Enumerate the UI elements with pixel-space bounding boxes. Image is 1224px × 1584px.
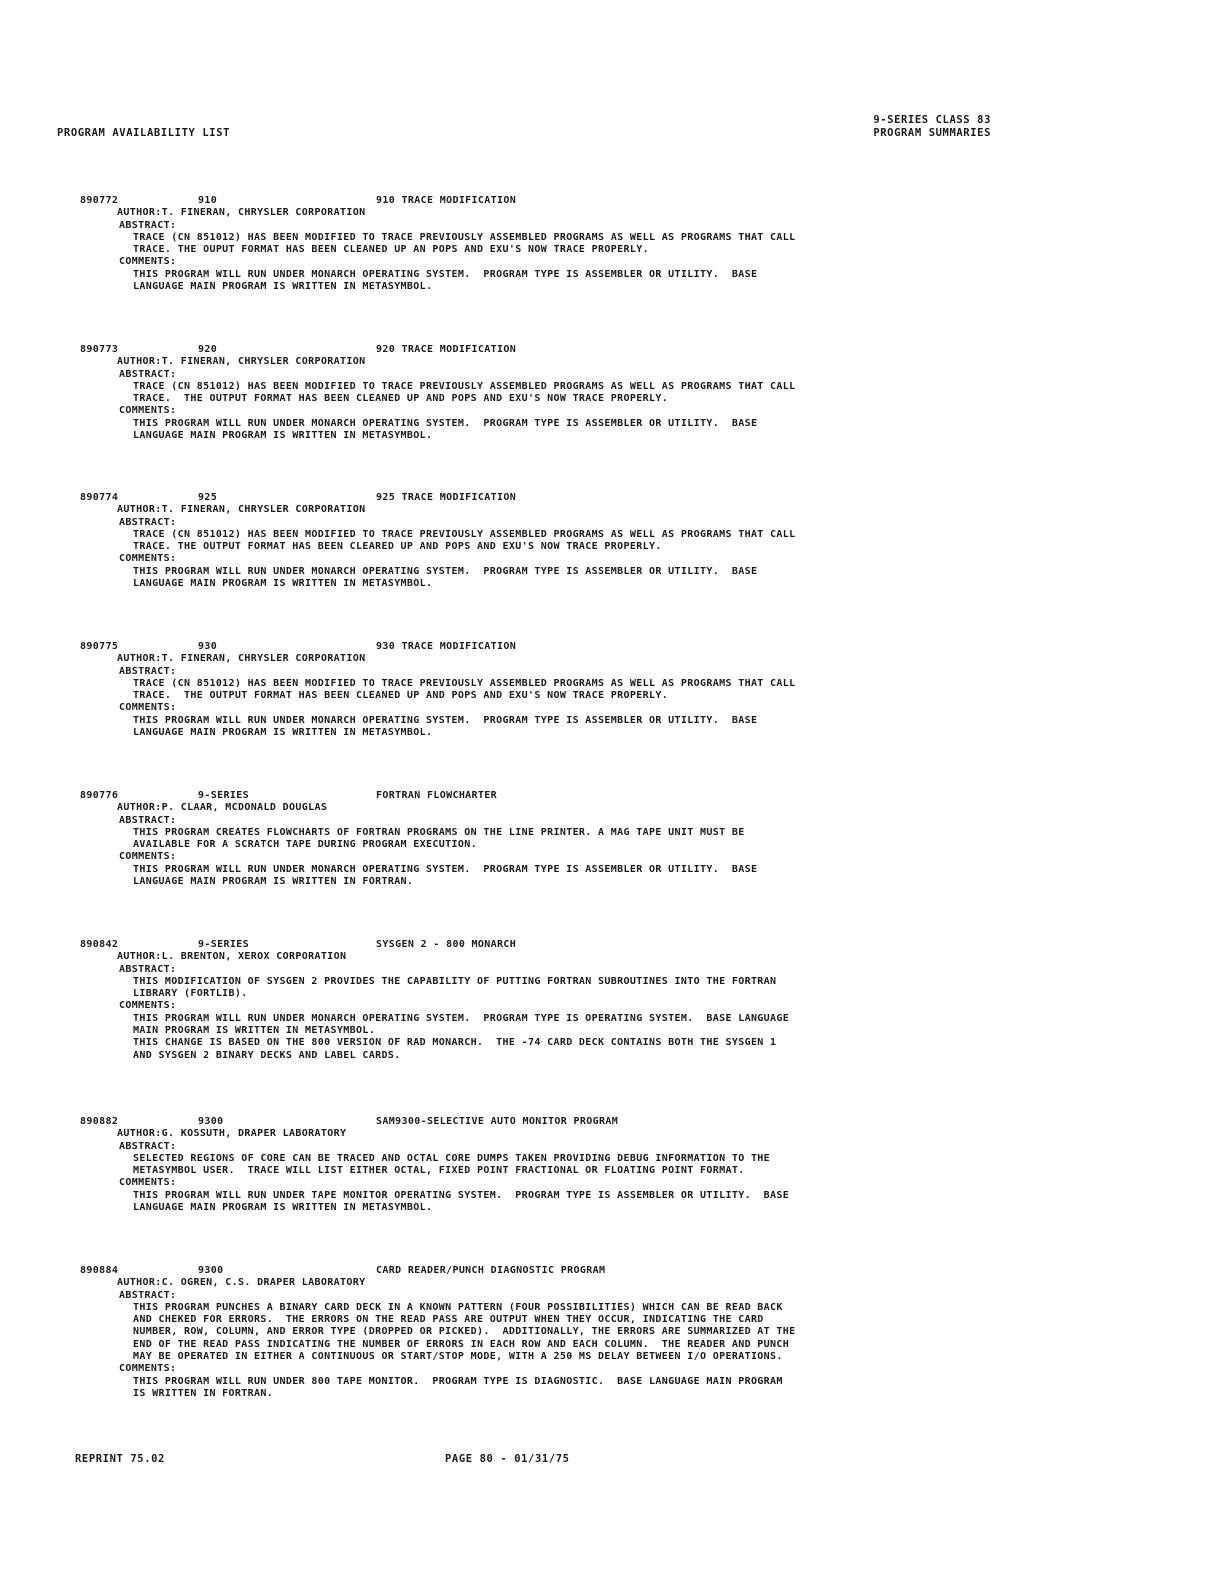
program-author: AUTHOR:P. CLAAR, MCDONALD DOUGLAS [117, 802, 328, 814]
program-comments: THIS PROGRAM WILL RUN UNDER MONARCH OPERATING SYSTEM. PROGRAM TYPE IS OPERATING SYSTEM. BASE LANGUAGE MAIN PROGRAM IS WRITTEN IN METASYMBOL. THIS CHANGE IS BASED ON THE 800 VERSION OF RAD MONARCH. THE -74 CARD DECK CONTAINS BOTH THE SYSGEN 1 AND SYSGEN 2 BINARY DECKS AND LABEL CARDS. [133, 1012, 790, 1061]
program-entry [0, 641, 1224, 739]
comments-label: COMMENTS: [119, 1177, 177, 1189]
program-author: AUTHOR:T. FINERAN, CHRYSLER CORPORATION [117, 356, 366, 368]
entry-heading [0, 1265, 1224, 1277]
program-system: 9300 [198, 1265, 224, 1276]
comments-label: COMMENTS: [119, 405, 177, 417]
comments-label: COMMENTS: [119, 851, 177, 863]
header-right-line2: PROGRAM SUMMARIES [873, 127, 991, 139]
program-title: CARD READER/PUNCH DIAGNOSTIC PROGRAM [376, 1265, 606, 1276]
program-author: AUTHOR:T. FINERAN, CHRYSLER CORPORATION [117, 207, 366, 219]
program-abstract: THIS PROGRAM CREATES FLOWCHARTS OF FORTRAN PROGRAMS ON THE LINE PRINTER. A MAG TAPE UNIT MUST BE AVAILABLE FOR A SCRATCH TAPE DURING PROGRAM EXECUTION. [133, 826, 745, 851]
entry-heading [0, 641, 1224, 653]
comments-label: COMMENTS: [119, 1000, 177, 1012]
program-number: 890773 [80, 344, 119, 355]
abstract-label: ABSTRACT: [119, 963, 177, 975]
program-comments: THIS PROGRAM WILL RUN UNDER TAPE MONITOR OPERATING SYSTEM. PROGRAM TYPE IS ASSEMBLER OR UTILITY. BASE LANGUAGE MAIN PROGRAM IS WRITTEN IN METASYMBOL. [133, 1189, 790, 1214]
program-number: 890775 [80, 641, 119, 652]
program-entry [0, 344, 1224, 442]
program-number: 890774 [80, 492, 119, 503]
program-system: 9-SERIES [198, 939, 249, 950]
program-abstract: TRACE (CN 851012) HAS BEEN MODIFIED TO TRACE PREVIOUSLY ASSEMBLED PROGRAMS AS WELL AS PROGRAMS THAT CALL TRACE. THE OUTPUT FORMAT HAS BEEN CLEANED UP AND POPS AND EXU'S NOW TRACE PROPERLY. [133, 677, 796, 702]
program-comments: THIS PROGRAM WILL RUN UNDER MONARCH OPERATING SYSTEM. PROGRAM TYPE IS ASSEMBLER OR UTILITY. BASE LANGUAGE MAIN PROGRAM IS WRITTEN IN METASYMBOL. [133, 565, 758, 590]
program-comments: THIS PROGRAM WILL RUN UNDER 800 TAPE MONITOR. PROGRAM TYPE IS DIAGNOSTIC. BASE LANGUAGE MAIN PROGRAM IS WRITTEN IN FORTRAN. [133, 1375, 783, 1399]
program-system: 920 [198, 344, 218, 355]
program-abstract: TRACE (CN 851012) HAS BEEN MODIFIED TO TRACE PREVIOUSLY ASSEMBLED PROGRAMS AS WELL AS PROGRAMS THAT CALL TRACE. THE OUPUT FORMAT HAS BEEN CLEANED UP AN POPS AND EXU'S NOW TRACE PROPERLY. [133, 231, 796, 256]
program-number: 890882 [80, 1116, 119, 1127]
entry-heading [0, 492, 1224, 504]
comments-label: COMMENTS: [119, 702, 177, 714]
abstract-label: ABSTRACT: [119, 219, 177, 231]
comments-label: COMMENTS: [119, 256, 177, 268]
entry-heading [0, 939, 1224, 951]
header-left: PROGRAM AVAILABILITY LIST [57, 127, 231, 139]
program-title: 925 TRACE MODIFICATION [376, 492, 517, 503]
program-abstract: SELECTED REGIONS OF CORE CAN BE TRACED AND OCTAL CORE DUMPS TAKEN PROVIDING DEBUG INFORMATION TO THE METASYMBOL USER. TRACE WILL LIST EITHER OCTAL, FIXED POINT FRACTIONAL OR FLOATING POINT FORMAT. [133, 1152, 771, 1177]
entry-heading [0, 1116, 1224, 1128]
abstract-label: ABSTRACT: [119, 516, 177, 528]
program-title: 930 TRACE MODIFICATION [376, 641, 517, 652]
program-number: 890842 [80, 939, 119, 950]
program-comments: THIS PROGRAM WILL RUN UNDER MONARCH OPERATING SYSTEM. PROGRAM TYPE IS ASSEMBLER OR UTILITY. BASE LANGUAGE MAIN PROGRAM IS WRITTEN IN METASYMBOL. [133, 417, 758, 442]
program-author: AUTHOR:C. OGREN, C.S. DRAPER LABORATORY [117, 1277, 366, 1289]
program-system: 910 [198, 195, 218, 206]
program-system: 925 [198, 492, 218, 503]
footer-left: REPRINT 75.02 [75, 1453, 165, 1465]
header-right-line1: 9-SERIES CLASS 83 [873, 114, 991, 126]
program-author: AUTHOR:L. BRENTON, XEROX CORPORATION [117, 951, 347, 963]
footer-page: PAGE 80 - 01/31/75 [445, 1453, 570, 1465]
program-abstract: TRACE (CN 851012) HAS BEEN MODIFIED TO TRACE PREVIOUSLY ASSEMBLED PROGRAMS AS WELL AS PROGRAMS THAT CALL TRACE. THE OUTPUT FORMAT HAS BEEN CLEARED UP AND POPS AND EXU'S NOW TRACE PROPERLY. [133, 528, 796, 553]
abstract-label: ABSTRACT: [119, 665, 177, 677]
program-abstract: TRACE (CN 851012) HAS BEEN MODIFIED TO TRACE PREVIOUSLY ASSEMBLED PROGRAMS AS WELL AS PROGRAMS THAT CALL TRACE. THE OUTPUT FORMAT HAS BEEN CLEANED UP AND POPS AND EXU'S NOW TRACE PROPERLY. [133, 380, 796, 405]
program-system: 9300 [198, 1116, 224, 1127]
program-entry [0, 939, 1224, 1062]
program-entry [0, 1265, 1224, 1400]
comments-label: COMMENTS: [119, 1363, 177, 1375]
program-author: AUTHOR:T. FINERAN, CHRYSLER CORPORATION [117, 653, 366, 665]
program-comments: THIS PROGRAM WILL RUN UNDER MONARCH OPERATING SYSTEM. PROGRAM TYPE IS ASSEMBLER OR UTILITY. BASE LANGUAGE MAIN PROGRAM IS WRITTEN IN FORTRAN. [133, 863, 758, 888]
entry-heading [0, 790, 1224, 802]
program-author: AUTHOR:G. KOSSUTH, DRAPER LABORATORY [117, 1128, 347, 1140]
program-system: 930 [198, 641, 218, 652]
program-system: 9-SERIES [198, 790, 249, 801]
program-comments: THIS PROGRAM WILL RUN UNDER MONARCH OPERATING SYSTEM. PROGRAM TYPE IS ASSEMBLER OR UTILITY. BASE LANGUAGE MAIN PROGRAM IS WRITTEN IN METASYMBOL. [133, 714, 758, 739]
program-entry [0, 195, 1224, 293]
program-title: FORTRAN FLOWCHARTER [376, 790, 498, 801]
program-entry [0, 1116, 1224, 1214]
program-title: 910 TRACE MODIFICATION [376, 195, 517, 206]
program-title: SAM9300-SELECTIVE AUTO MONITOR PROGRAM [376, 1116, 619, 1127]
abstract-label: ABSTRACT: [119, 368, 177, 380]
comments-label: COMMENTS: [119, 553, 177, 565]
program-number: 890776 [80, 790, 119, 801]
program-title: SYSGEN 2 - 800 MONARCH [376, 939, 517, 950]
abstract-label: ABSTRACT: [119, 1289, 177, 1301]
program-number: 890772 [80, 195, 119, 206]
entry-heading [0, 195, 1224, 207]
program-author: AUTHOR:T. FINERAN, CHRYSLER CORPORATION [117, 504, 366, 516]
program-entry [0, 492, 1224, 590]
abstract-label: ABSTRACT: [119, 814, 177, 826]
program-abstract: THIS PROGRAM PUNCHES A BINARY CARD DECK IN A KNOWN PATTERN (FOUR POSSIBILITIES) WHICH CAN BE READ BACK AND CHEKED FOR ERRORS. THE ERRORS ON THE READ PASS ARE OUTPUT WHEN THEY OCCUR, INDICATING THE CARD NUMBER, ROW, COLUMN, AND ERROR TYPE (DROPPED OR PICKED). ADDITIONALLY, THE ERRORS ARE SUMMARIZED AT THE END OF THE READ PASS INDICATING THE NUMBER OF ERRORS IN EACH ROW AND EACH COLUMN. THE READER AND PUNCH MAY BE OPERATED IN EITHER A CONTINUOUS OR START/STOP MODE, WITH A 250 MS DELAY BETWEEN I/O OPERATIONS. [133, 1301, 796, 1363]
entry-heading [0, 344, 1224, 356]
abstract-label: ABSTRACT: [119, 1140, 177, 1152]
program-number: 890884 [80, 1265, 119, 1276]
program-entry [0, 790, 1224, 888]
program-title: 920 TRACE MODIFICATION [376, 344, 517, 355]
program-comments: THIS PROGRAM WILL RUN UNDER MONARCH OPERATING SYSTEM. PROGRAM TYPE IS ASSEMBLER OR UTILITY. BASE LANGUAGE MAIN PROGRAM IS WRITTEN IN METASYMBOL. [133, 268, 758, 293]
program-abstract: THIS MODIFICATION OF SYSGEN 2 PROVIDES THE CAPABILITY OF PUTTING FORTRAN SUBROUTINES INTO THE FORTRAN LIBRARY (FORTLIB). [133, 975, 777, 1000]
